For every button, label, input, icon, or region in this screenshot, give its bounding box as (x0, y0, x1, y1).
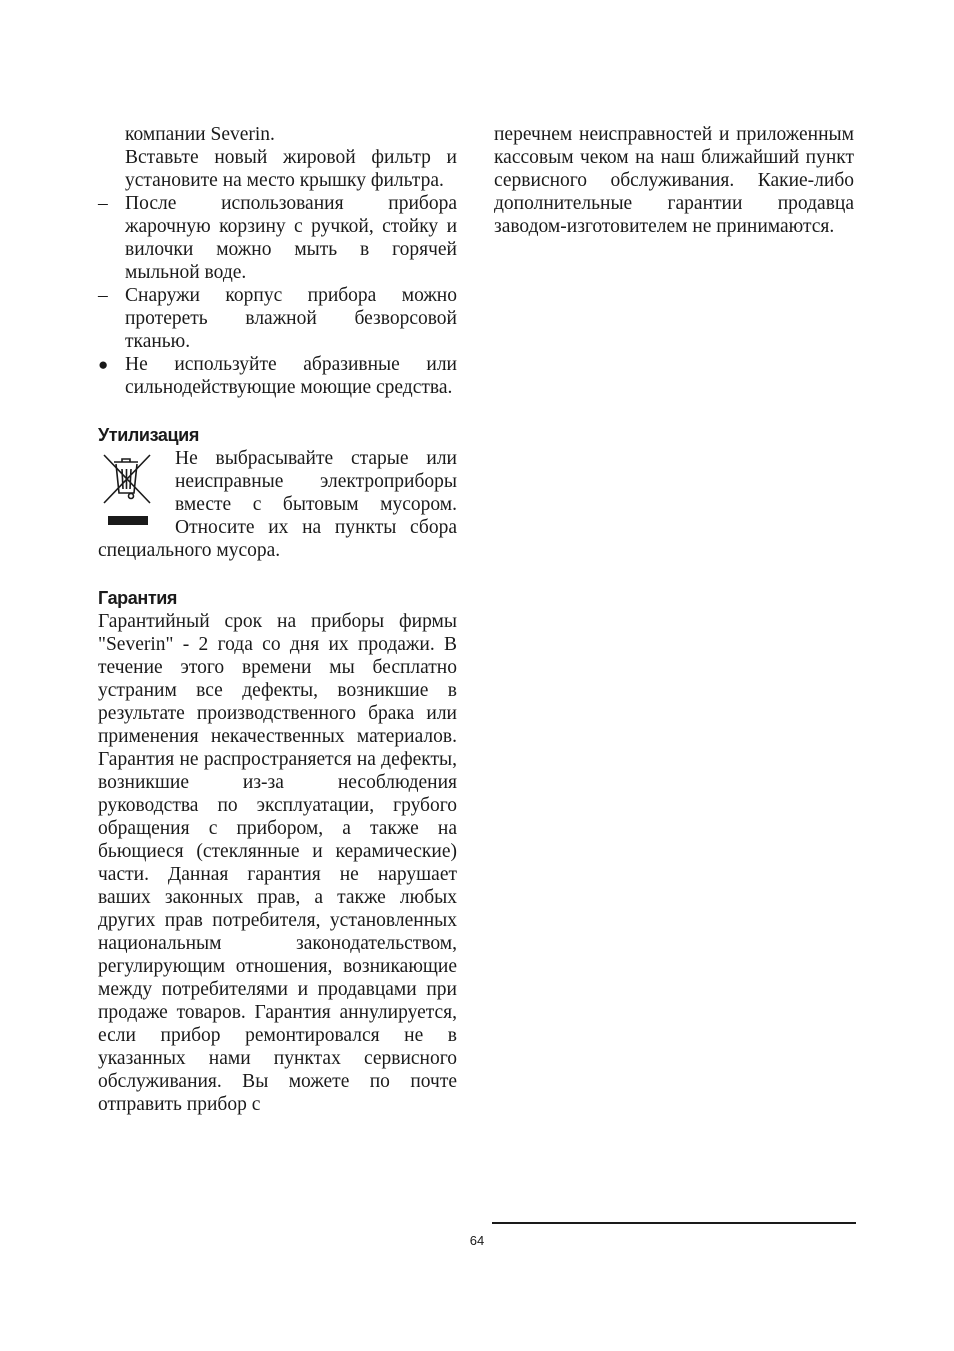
list-item-text: Снаружи корпус прибора можно протереть влажной безворсовой тканью. (125, 285, 457, 352)
footer-rule (492, 1222, 856, 1224)
list-item (98, 192, 457, 284)
left-column (98, 123, 457, 1116)
warranty-text: Гарантийный срок на приборы фирмы "Severin" - 2 года со дня их продажи. В течение этого времени мы бесплатно устраним все дефекты, возникшие в результате производственного брака или применения некачественных материалов. Гарантия не распространяется на дефекты, возникшие из-за несоблюдения руководства по эксплуатации, грубого обращения с прибором, а также на бьющиеся (стеклянные и керамические) части. Данная гарантия не нарушает ваших законных прав, а также любых других прав потребителя, установленных национальным законодательством, регулирующим отношения, возникающие между потребителями и продавцами при продаже товаров. Гарантия аннулируется, если прибор ремонтировался не в указанных нами пунктах сервисного обслуживания. Вы можете по почте отправить прибор с (98, 611, 457, 1115)
warranty-continued-text: перечнем неисправностей и приложенным кассовым чеком на наш ближайший пункт сервисного обслуживания. Какие-либо дополнительные гарантии продавца заводом-изготовителем не принимаются. (494, 124, 854, 237)
disposal-section (98, 447, 457, 562)
list-item (98, 353, 457, 399)
page-number: 64 (469, 1233, 485, 1248)
disposal-heading: Утилизация (98, 425, 199, 445)
warranty-heading: Гарантия (98, 588, 178, 608)
continued-line: компании Severin. (125, 124, 275, 145)
list-item-text: Не используйте абразивные или сильнодействующие моющие средства. (125, 354, 457, 398)
dash-marker: – (98, 285, 108, 306)
disposal-text: Не выбрасывайте старые или неисправные электроприборы вместе с бытовым мусором. Относите их на пункты сбора специального мусора. (98, 448, 457, 561)
right-column (494, 123, 854, 238)
dash-marker: – (98, 193, 108, 214)
crossed-out-wheelie-bin-icon (98, 447, 175, 539)
bullet-marker: ● (98, 355, 109, 374)
filter-instruction: Вставьте новый жировой фильтр и установите на место крышку фильтра. (125, 147, 457, 191)
list-item-text: После использования прибора жарочную корзину с ручкой, стойку и вилочки можно мыть в горячей мыльной воде. (125, 193, 457, 283)
list-item (98, 284, 457, 353)
